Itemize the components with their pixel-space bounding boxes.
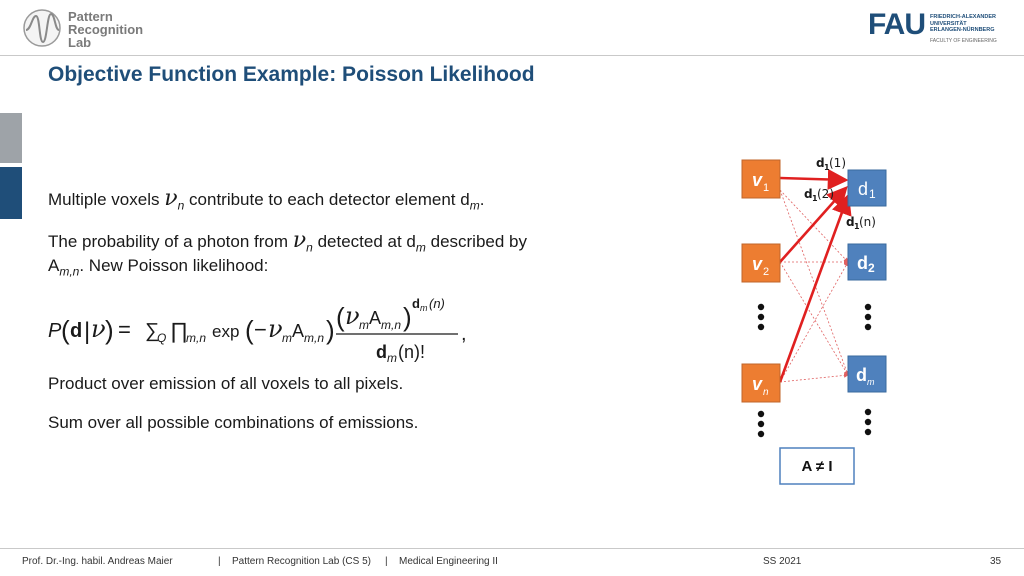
text-line-voxels [48, 187, 484, 217]
formula-nu: ν [268, 315, 283, 343]
edge-v2-dm [780, 262, 848, 375]
formula-exp-d: d [412, 296, 420, 311]
edge-v1-dm [780, 190, 848, 375]
text-segment: . New Poisson likelihood: [79, 256, 269, 275]
fau-logo-text [930, 14, 996, 34]
formula-bar: | [84, 318, 91, 345]
voxel-sub: 1 [763, 182, 770, 194]
formula-nu: ν [91, 315, 106, 343]
footer-separator: | [385, 556, 388, 567]
edge-label-arg: (n) [859, 215, 876, 229]
voxel-label: v [752, 254, 763, 274]
lab-logo-icon [22, 8, 62, 48]
footer-divider [0, 548, 1024, 549]
formula-paren: ) [326, 315, 335, 345]
formula-A-sub: m,n [304, 331, 325, 345]
edge-label-sub: 1 [812, 194, 818, 203]
fau-logo-line: FRIEDRICH-ALEXANDER [930, 14, 996, 20]
formula-prod-sub: m,n [186, 331, 207, 345]
side-marker-blue [0, 167, 22, 219]
slide-title: Objective Function Example: Poisson Likelihood [48, 63, 535, 86]
subscript: m [415, 240, 426, 255]
voxel-detector-diagram [730, 150, 940, 490]
edge-label-d: d [816, 156, 825, 170]
footer-page-number: 35 [990, 556, 1002, 567]
formula-paren: ) [403, 302, 412, 332]
formula-paren: ) [105, 315, 114, 345]
edge-label-d: d [846, 215, 855, 229]
subscript: n [177, 198, 185, 213]
formula-A: A [292, 321, 305, 341]
voxel-label: v [752, 170, 763, 190]
text-segment: Multiple voxels [48, 190, 160, 209]
fau-faculty: FACULTY OF ENGINEERING [930, 38, 997, 44]
text-sum: Sum over all possible combinations of emissions. [48, 413, 419, 432]
lab-logo-line: Lab [68, 35, 92, 50]
text-line-likelihood [48, 254, 268, 283]
side-marker-gray [0, 113, 22, 163]
nu-symbol: ν [164, 186, 178, 211]
formula-prod: ∏ [170, 318, 189, 343]
footer-author: Prof. Dr.-Ing. habil. Andreas Maier [22, 556, 173, 567]
formula-paren: ( [245, 315, 254, 345]
formula-paren: ( [336, 302, 345, 332]
edge-label-arg: (1) [829, 156, 846, 170]
detector-label: d [857, 253, 868, 273]
text-segment: A [48, 256, 60, 275]
edge-label-d: d [804, 187, 813, 201]
edge-vn-d2 [780, 262, 848, 382]
lab-logo [22, 8, 162, 52]
subscript: m [469, 198, 480, 213]
lab-logo-line: Pattern [68, 9, 113, 24]
text-segment: contribute to each detector element d [189, 190, 470, 209]
formula-den-sub: m [387, 351, 397, 364]
formula-comma: , [461, 323, 467, 345]
formula-paren: ( [61, 315, 70, 345]
edge-v1-d1 [780, 178, 846, 180]
edge-label-arg: (2) [817, 187, 834, 201]
subscript: n [306, 240, 313, 255]
formula-A-sub: m,n [381, 318, 402, 332]
detector-sub: 2 [868, 261, 875, 275]
formula-equals: = [118, 317, 131, 342]
formula-nu: ν [345, 302, 360, 330]
detector-sub: m [867, 377, 875, 387]
a-not-identity-label: A ≠ I [801, 458, 833, 475]
footer-course: Medical Engineering II [399, 556, 498, 567]
formula-sum-sub: Q [157, 331, 167, 345]
text-product: Product over emission of all voxels to all pixels. [48, 374, 404, 393]
detector-label: d [858, 179, 869, 199]
detector-sub: 1 [869, 187, 876, 201]
fau-logo-line: ERLANGEN-NÜRNBERG [930, 27, 995, 33]
lab-logo-text [68, 10, 143, 49]
edge-label-sub: 1 [824, 163, 830, 172]
subscript: m,n [59, 264, 80, 279]
fau-logo-mark: FAU [868, 8, 925, 41]
text-segment: detected at d [317, 232, 416, 251]
fau-logo-line: UNIVERSITÄT [930, 20, 967, 27]
formula-exp-arg: (n) [429, 296, 445, 311]
nu-symbol: ν [292, 228, 307, 253]
lab-logo-line: Recognition [68, 22, 144, 37]
formula-d: d [70, 320, 83, 342]
footer-semester: SS 2021 [763, 556, 802, 567]
footer-lab: Pattern Recognition Lab (CS 5) [232, 556, 371, 567]
fau-logo [868, 8, 1008, 48]
voxel-sub: 2 [763, 266, 770, 278]
formula-sum: ∑ [145, 320, 160, 342]
formula-minus: − [254, 317, 267, 342]
detector-label: d [856, 365, 867, 385]
poisson-likelihood-formula [48, 292, 528, 364]
formula-exp-sub: m [420, 303, 428, 313]
formula-nu-sub: m [282, 331, 292, 345]
edge-label-sub: 1 [854, 222, 860, 231]
voxel-sub: n [763, 387, 769, 398]
formula-A: A [369, 308, 382, 328]
voxel-label: v [752, 374, 763, 394]
edge-vn-dm [780, 375, 848, 382]
text-segment: The probability of a photon from [48, 232, 289, 251]
text-segment: . [479, 190, 485, 209]
footer-separator: | [218, 556, 221, 567]
formula-den-arg: (n)! [398, 342, 425, 362]
formula-exp: exp [212, 322, 240, 341]
formula-P: P [48, 320, 62, 342]
header-divider [0, 55, 1024, 56]
text-segment: described by [430, 232, 527, 251]
formula-nu-sub: m [359, 318, 369, 332]
formula-den-d: d [376, 342, 387, 362]
